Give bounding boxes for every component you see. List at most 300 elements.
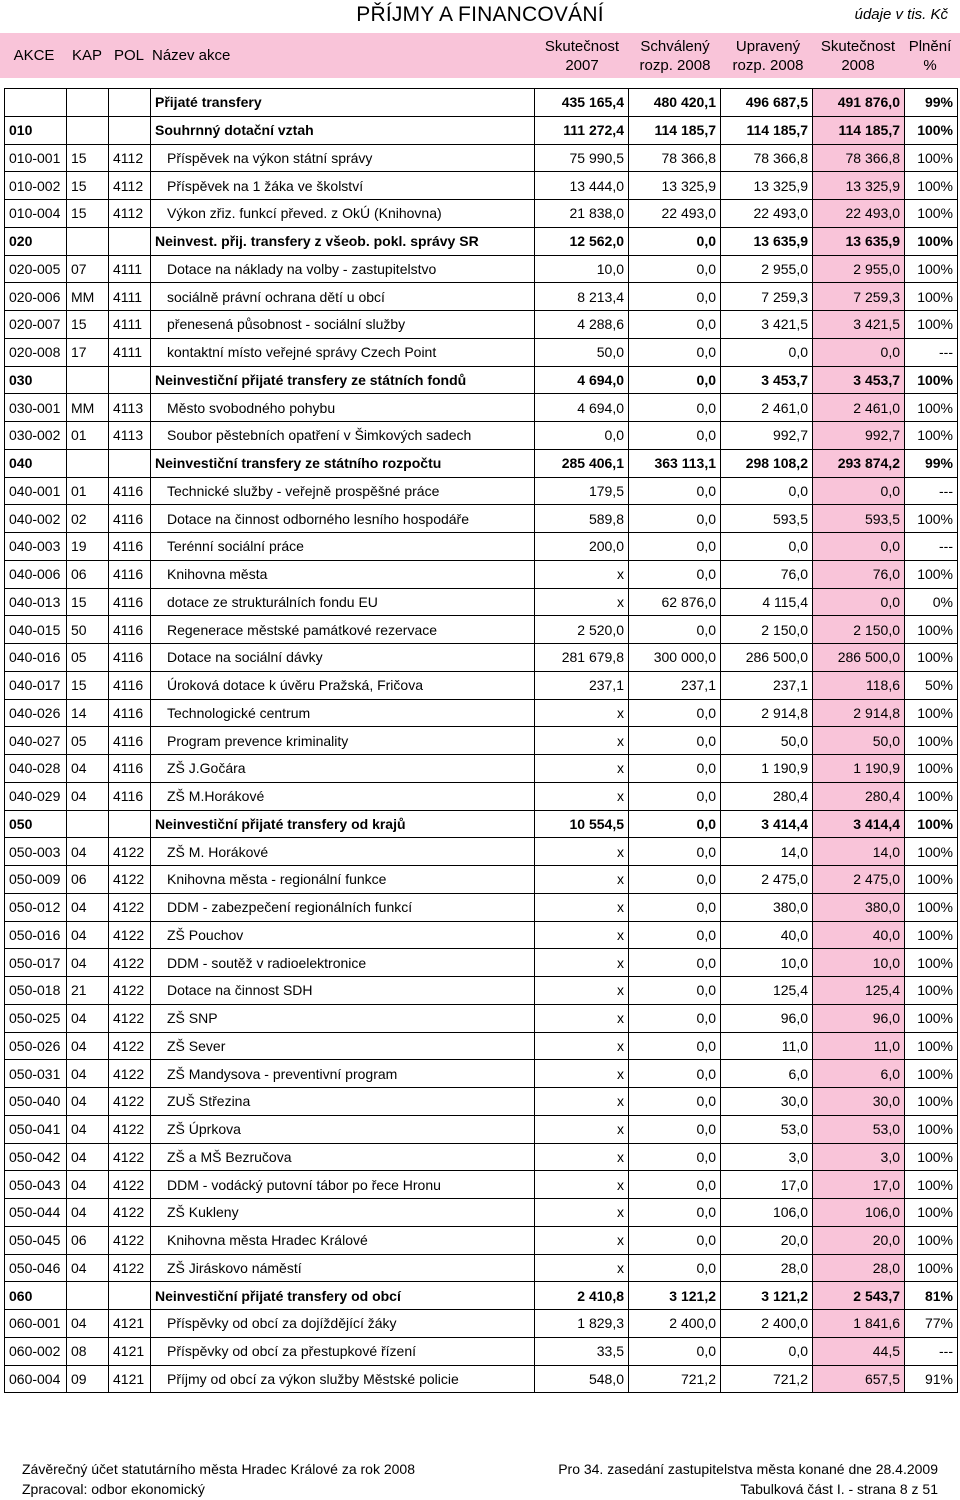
cell-skutecnost-2008: 118,6 bbox=[813, 671, 905, 699]
cell-nazev: sociálně právní ochrana dětí u obcí bbox=[151, 283, 535, 311]
table-row bbox=[5, 477, 958, 505]
cell-plneni: 100% bbox=[905, 144, 958, 172]
cell-plneni: 0% bbox=[905, 588, 958, 616]
cell-skutecnost-2007: x bbox=[535, 782, 629, 810]
cell-skutecnost-2007: 21 838,0 bbox=[535, 200, 629, 228]
table-row bbox=[5, 866, 958, 894]
cell-pol: 4116 bbox=[109, 755, 151, 783]
table-row bbox=[5, 893, 958, 921]
cell-plneni: 77% bbox=[905, 1310, 958, 1338]
cell-skutecnost-2007: x bbox=[535, 949, 629, 977]
cell-pol: 4116 bbox=[109, 671, 151, 699]
cell-nazev: Technické služby - veřejně prospěšné práce bbox=[151, 477, 535, 505]
footer-processed-by: Zpracoval: odbor ekonomický bbox=[22, 1481, 205, 1497]
cell-schvaleny: 13 325,9 bbox=[629, 172, 721, 200]
table-row bbox=[5, 144, 958, 172]
cell-skutecnost-2007: 179,5 bbox=[535, 477, 629, 505]
cell-skutecnost-2008: 17,0 bbox=[813, 1171, 905, 1199]
cell-plneni: 100% bbox=[905, 366, 958, 394]
cell-plneni: 100% bbox=[905, 227, 958, 255]
cell-schvaleny: 480 420,1 bbox=[629, 89, 721, 117]
cell-upraveny: 17,0 bbox=[721, 1171, 813, 1199]
cell-akce: 010-002 bbox=[5, 172, 67, 200]
cell-akce: 050-041 bbox=[5, 1115, 67, 1143]
cell-skutecnost-2008: 3 414,4 bbox=[813, 810, 905, 838]
cell-plneni: --- bbox=[905, 477, 958, 505]
cell-plneni: 100% bbox=[905, 1143, 958, 1171]
cell-pol: 4122 bbox=[109, 1226, 151, 1254]
cell-schvaleny: 0,0 bbox=[629, 311, 721, 339]
table-row bbox=[5, 449, 958, 477]
cell-upraveny: 96,0 bbox=[721, 1004, 813, 1032]
cell-pol: 4111 bbox=[109, 338, 151, 366]
cell-nazev: Neinvestiční přijaté transfery ze státních fondů bbox=[151, 366, 535, 394]
cell-nazev: ZŠ a MŠ Bezručova bbox=[151, 1143, 535, 1171]
cell-skutecnost-2008: 125,4 bbox=[813, 977, 905, 1005]
cell-nazev: Dotace na náklady na volby - zastupitelstvo bbox=[151, 255, 535, 283]
header-skutecnost-2008-l1: Skutečnost bbox=[820, 37, 896, 55]
cell-nazev: ZŠ Úprkova bbox=[151, 1115, 535, 1143]
cell-schvaleny: 0,0 bbox=[629, 477, 721, 505]
table-row bbox=[5, 338, 958, 366]
header-akce: AKCE bbox=[13, 47, 55, 64]
cell-skutecnost-2007: x bbox=[535, 838, 629, 866]
units-note: údaje v tis. Kč bbox=[854, 6, 948, 23]
cell-pol: 4116 bbox=[109, 644, 151, 672]
cell-skutecnost-2007: x bbox=[535, 560, 629, 588]
cell-schvaleny: 0,0 bbox=[629, 283, 721, 311]
cell-pol: 4122 bbox=[109, 893, 151, 921]
cell-skutecnost-2008: 293 874,2 bbox=[813, 449, 905, 477]
cell-kap: 04 bbox=[67, 1143, 109, 1171]
cell-skutecnost-2008: 0,0 bbox=[813, 477, 905, 505]
cell-plneni: 50% bbox=[905, 671, 958, 699]
cell-schvaleny: 0,0 bbox=[629, 1115, 721, 1143]
cell-upraveny: 106,0 bbox=[721, 1199, 813, 1227]
cell-akce bbox=[5, 89, 67, 117]
cell-skutecnost-2008: 593,5 bbox=[813, 505, 905, 533]
cell-upraveny: 7 259,3 bbox=[721, 283, 813, 311]
cell-plneni: 100% bbox=[905, 949, 958, 977]
cell-nazev: ZŠ M. Horákové bbox=[151, 838, 535, 866]
table-row bbox=[5, 1115, 958, 1143]
table-header bbox=[0, 33, 960, 78]
cell-skutecnost-2007: 237,1 bbox=[535, 671, 629, 699]
cell-schvaleny: 0,0 bbox=[629, 1337, 721, 1365]
cell-pol: 4122 bbox=[109, 949, 151, 977]
cell-plneni: 99% bbox=[905, 449, 958, 477]
cell-kap: 17 bbox=[67, 338, 109, 366]
cell-akce: 040-026 bbox=[5, 699, 67, 727]
cell-skutecnost-2008: 6,0 bbox=[813, 1060, 905, 1088]
cell-pol: 4111 bbox=[109, 311, 151, 339]
cell-pol bbox=[109, 89, 151, 117]
cell-nazev: Regenerace městské památkové rezervace bbox=[151, 616, 535, 644]
cell-skutecnost-2007: 589,8 bbox=[535, 505, 629, 533]
cell-skutecnost-2007: 2 410,8 bbox=[535, 1282, 629, 1310]
cell-schvaleny: 0,0 bbox=[629, 727, 721, 755]
cell-plneni: 100% bbox=[905, 422, 958, 450]
cell-kap bbox=[67, 449, 109, 477]
cell-pol: 4122 bbox=[109, 1060, 151, 1088]
cell-skutecnost-2008: 992,7 bbox=[813, 422, 905, 450]
cell-plneni: 100% bbox=[905, 644, 958, 672]
cell-nazev: Dotace na sociální dávky bbox=[151, 644, 535, 672]
table-row bbox=[5, 588, 958, 616]
cell-kap: 15 bbox=[67, 588, 109, 616]
cell-akce: 050 bbox=[5, 810, 67, 838]
cell-upraveny: 0,0 bbox=[721, 533, 813, 561]
cell-plneni: 100% bbox=[905, 1199, 958, 1227]
cell-skutecnost-2007: 4 288,6 bbox=[535, 311, 629, 339]
table-row bbox=[5, 921, 958, 949]
cell-skutecnost-2008: 657,5 bbox=[813, 1365, 905, 1393]
cell-plneni: 100% bbox=[905, 1254, 958, 1282]
cell-skutecnost-2007: 10 554,5 bbox=[535, 810, 629, 838]
cell-upraveny: 76,0 bbox=[721, 560, 813, 588]
table-row bbox=[5, 1004, 958, 1032]
cell-skutecnost-2008: 11,0 bbox=[813, 1032, 905, 1060]
cell-pol: 4121 bbox=[109, 1365, 151, 1393]
cell-kap: 04 bbox=[67, 755, 109, 783]
cell-skutecnost-2008: 2 914,8 bbox=[813, 699, 905, 727]
cell-akce: 020 bbox=[5, 227, 67, 255]
cell-nazev: Neinvestiční přijaté transfery od obcí bbox=[151, 1282, 535, 1310]
table-row bbox=[5, 1088, 958, 1116]
cell-plneni: --- bbox=[905, 1337, 958, 1365]
cell-skutecnost-2007: 4 694,0 bbox=[535, 394, 629, 422]
cell-nazev: Souhrnný dotační vztah bbox=[151, 116, 535, 144]
cell-plneni: --- bbox=[905, 338, 958, 366]
table-row bbox=[5, 505, 958, 533]
cell-skutecnost-2007: 13 444,0 bbox=[535, 172, 629, 200]
table-row bbox=[5, 311, 958, 339]
table-row bbox=[5, 283, 958, 311]
cell-nazev: ZŠ J.Gočára bbox=[151, 755, 535, 783]
header-schvaleny bbox=[630, 33, 720, 78]
cell-skutecnost-2007: 2 520,0 bbox=[535, 616, 629, 644]
cell-pol: 4122 bbox=[109, 1032, 151, 1060]
cell-nazev: Příspěvky od obcí za přestupkové řízení bbox=[151, 1337, 535, 1365]
cell-nazev: ZŠ SNP bbox=[151, 1004, 535, 1032]
cell-nazev: Soubor pěstebních opatření v Šimkových sadech bbox=[151, 422, 535, 450]
cell-schvaleny: 0,0 bbox=[629, 755, 721, 783]
cell-upraveny: 1 190,9 bbox=[721, 755, 813, 783]
cell-upraveny: 50,0 bbox=[721, 727, 813, 755]
cell-nazev: Dotace na činnost SDH bbox=[151, 977, 535, 1005]
cell-plneni: 100% bbox=[905, 394, 958, 422]
cell-schvaleny: 0,0 bbox=[629, 1004, 721, 1032]
cell-kap: 01 bbox=[67, 422, 109, 450]
table-row bbox=[5, 1171, 958, 1199]
header-skutecnost-2007-l2: 2007 bbox=[565, 56, 599, 74]
cell-akce: 050-042 bbox=[5, 1143, 67, 1171]
cell-upraveny: 28,0 bbox=[721, 1254, 813, 1282]
cell-schvaleny: 0,0 bbox=[629, 422, 721, 450]
cell-schvaleny: 0,0 bbox=[629, 977, 721, 1005]
table-row bbox=[5, 699, 958, 727]
cell-kap bbox=[67, 227, 109, 255]
cell-akce: 030-002 bbox=[5, 422, 67, 450]
cell-plneni: 100% bbox=[905, 283, 958, 311]
cell-schvaleny: 0,0 bbox=[629, 810, 721, 838]
table-row bbox=[5, 89, 958, 117]
cell-nazev: Knihovna města - regionální funkce bbox=[151, 866, 535, 894]
cell-skutecnost-2008: 78 366,8 bbox=[813, 144, 905, 172]
cell-schvaleny: 0,0 bbox=[629, 1143, 721, 1171]
cell-schvaleny: 0,0 bbox=[629, 949, 721, 977]
cell-kap bbox=[67, 89, 109, 117]
cell-skutecnost-2008: 2 150,0 bbox=[813, 616, 905, 644]
cell-pol: 4122 bbox=[109, 1115, 151, 1143]
cell-skutecnost-2008: 0,0 bbox=[813, 588, 905, 616]
cell-schvaleny: 0,0 bbox=[629, 560, 721, 588]
table-row bbox=[5, 616, 958, 644]
cell-kap: 09 bbox=[67, 1365, 109, 1393]
cell-upraveny: 14,0 bbox=[721, 838, 813, 866]
cell-schvaleny: 0,0 bbox=[629, 1060, 721, 1088]
cell-kap: 01 bbox=[67, 477, 109, 505]
cell-pol: 4113 bbox=[109, 422, 151, 450]
cell-pol: 4112 bbox=[109, 144, 151, 172]
cell-skutecnost-2007: x bbox=[535, 1004, 629, 1032]
cell-skutecnost-2008: 30,0 bbox=[813, 1088, 905, 1116]
cell-skutecnost-2008: 28,0 bbox=[813, 1254, 905, 1282]
cell-skutecnost-2007: 0,0 bbox=[535, 422, 629, 450]
cell-schvaleny: 0,0 bbox=[629, 699, 721, 727]
table-row bbox=[5, 1032, 958, 1060]
cell-skutecnost-2008: 114 185,7 bbox=[813, 116, 905, 144]
cell-kap: 04 bbox=[67, 1171, 109, 1199]
cell-plneni: 100% bbox=[905, 1032, 958, 1060]
cell-schvaleny: 0,0 bbox=[629, 1032, 721, 1060]
cell-kap: 21 bbox=[67, 977, 109, 1005]
cell-kap: 04 bbox=[67, 1115, 109, 1143]
cell-skutecnost-2008: 286 500,0 bbox=[813, 644, 905, 672]
cell-pol: 4116 bbox=[109, 588, 151, 616]
cell-skutecnost-2008: 280,4 bbox=[813, 782, 905, 810]
cell-skutecnost-2007: 548,0 bbox=[535, 1365, 629, 1393]
cell-akce: 040-001 bbox=[5, 477, 67, 505]
cell-pol: 4121 bbox=[109, 1337, 151, 1365]
cell-skutecnost-2008: 53,0 bbox=[813, 1115, 905, 1143]
cell-nazev: Program prevence kriminality bbox=[151, 727, 535, 755]
cell-nazev: Úroková dotace k úvěru Pražská, Fričova bbox=[151, 671, 535, 699]
cell-skutecnost-2007: x bbox=[535, 1199, 629, 1227]
cell-schvaleny: 22 493,0 bbox=[629, 200, 721, 228]
cell-akce: 050-009 bbox=[5, 866, 67, 894]
cell-skutecnost-2007: x bbox=[535, 699, 629, 727]
cell-nazev: Neinvestiční přijaté transfery od krajů bbox=[151, 810, 535, 838]
header-upraveny bbox=[722, 33, 814, 78]
cell-akce: 050-003 bbox=[5, 838, 67, 866]
cell-skutecnost-2007: x bbox=[535, 1226, 629, 1254]
cell-skutecnost-2007: 281 679,8 bbox=[535, 644, 629, 672]
cell-schvaleny: 0,0 bbox=[629, 893, 721, 921]
table-row bbox=[5, 172, 958, 200]
cell-schvaleny: 0,0 bbox=[629, 866, 721, 894]
cell-schvaleny: 0,0 bbox=[629, 227, 721, 255]
header-schvaleny-l2: rozp. 2008 bbox=[639, 56, 711, 74]
cell-kap: 06 bbox=[67, 560, 109, 588]
table-row bbox=[5, 644, 958, 672]
cell-pol: 4122 bbox=[109, 921, 151, 949]
table-row bbox=[5, 977, 958, 1005]
cell-plneni: 100% bbox=[905, 977, 958, 1005]
cell-pol: 4116 bbox=[109, 505, 151, 533]
cell-kap: 04 bbox=[67, 1060, 109, 1088]
cell-akce: 050-026 bbox=[5, 1032, 67, 1060]
cell-upraveny: 280,4 bbox=[721, 782, 813, 810]
cell-skutecnost-2008: 3,0 bbox=[813, 1143, 905, 1171]
cell-nazev: Knihovna města Hradec Králové bbox=[151, 1226, 535, 1254]
cell-nazev: Terénní sociální práce bbox=[151, 533, 535, 561]
cell-nazev: Výkon zřiz. funkcí převed. z OkÚ (Knihovna) bbox=[151, 200, 535, 228]
table-row bbox=[5, 810, 958, 838]
cell-skutecnost-2007: x bbox=[535, 1060, 629, 1088]
cell-upraveny: 286 500,0 bbox=[721, 644, 813, 672]
cell-pol bbox=[109, 116, 151, 144]
cell-pol: 4116 bbox=[109, 699, 151, 727]
cell-akce: 020-006 bbox=[5, 283, 67, 311]
cell-nazev: ZŠ Sever bbox=[151, 1032, 535, 1060]
cell-plneni: 100% bbox=[905, 782, 958, 810]
cell-plneni: 100% bbox=[905, 560, 958, 588]
cell-kap: 15 bbox=[67, 671, 109, 699]
cell-schvaleny: 62 876,0 bbox=[629, 588, 721, 616]
cell-nazev: Město svobodného pohybu bbox=[151, 394, 535, 422]
cell-kap: 04 bbox=[67, 1088, 109, 1116]
cell-upraveny: 6,0 bbox=[721, 1060, 813, 1088]
cell-kap: 04 bbox=[67, 893, 109, 921]
footer-document-title: Závěrečný účet statutárního města Hradec Králové za rok 2008 bbox=[22, 1461, 415, 1477]
table-row bbox=[5, 200, 958, 228]
cell-kap: 15 bbox=[67, 311, 109, 339]
cell-akce: 020-008 bbox=[5, 338, 67, 366]
cell-skutecnost-2007: 33,5 bbox=[535, 1337, 629, 1365]
table-row bbox=[5, 533, 958, 561]
cell-skutecnost-2007: 10,0 bbox=[535, 255, 629, 283]
cell-kap bbox=[67, 366, 109, 394]
cell-plneni: 100% bbox=[905, 921, 958, 949]
table-row bbox=[5, 227, 958, 255]
cell-nazev: dotace ze strukturálních fondu EU bbox=[151, 588, 535, 616]
cell-schvaleny: 3 121,2 bbox=[629, 1282, 721, 1310]
table-row bbox=[5, 949, 958, 977]
cell-nazev: Příspěvky od obcí za dojíždějící žáky bbox=[151, 1310, 535, 1338]
table-row bbox=[5, 1254, 958, 1282]
footer-meeting-note: Pro 34. zasedání zastupitelstva města konané dne 28.4.2009 bbox=[558, 1461, 938, 1477]
cell-kap bbox=[67, 116, 109, 144]
cell-skutecnost-2007: x bbox=[535, 727, 629, 755]
cell-pol: 4112 bbox=[109, 200, 151, 228]
cell-plneni: 100% bbox=[905, 200, 958, 228]
cell-skutecnost-2007: x bbox=[535, 977, 629, 1005]
cell-schvaleny: 114 185,7 bbox=[629, 116, 721, 144]
cell-upraveny: 298 108,2 bbox=[721, 449, 813, 477]
cell-kap: MM bbox=[67, 283, 109, 311]
table-row bbox=[5, 422, 958, 450]
cell-upraveny: 593,5 bbox=[721, 505, 813, 533]
cell-schvaleny: 0,0 bbox=[629, 533, 721, 561]
cell-plneni: --- bbox=[905, 533, 958, 561]
cell-plneni: 100% bbox=[905, 810, 958, 838]
cell-schvaleny: 237,1 bbox=[629, 671, 721, 699]
cell-akce: 050-017 bbox=[5, 949, 67, 977]
cell-akce: 050-018 bbox=[5, 977, 67, 1005]
cell-akce: 050-046 bbox=[5, 1254, 67, 1282]
cell-skutecnost-2008: 2 475,0 bbox=[813, 866, 905, 894]
cell-pol: 4116 bbox=[109, 533, 151, 561]
cell-skutecnost-2008: 76,0 bbox=[813, 560, 905, 588]
cell-akce: 030-001 bbox=[5, 394, 67, 422]
cell-nazev: DDM - zabezpečení regionálních funkcí bbox=[151, 893, 535, 921]
cell-plneni: 100% bbox=[905, 1060, 958, 1088]
cell-schvaleny: 0,0 bbox=[629, 1171, 721, 1199]
cell-schvaleny: 721,2 bbox=[629, 1365, 721, 1393]
cell-upraveny: 10,0 bbox=[721, 949, 813, 977]
cell-akce: 050-031 bbox=[5, 1060, 67, 1088]
cell-upraveny: 30,0 bbox=[721, 1088, 813, 1116]
cell-schvaleny: 0,0 bbox=[629, 394, 721, 422]
cell-kap: 15 bbox=[67, 172, 109, 200]
cell-plneni: 100% bbox=[905, 505, 958, 533]
cell-skutecnost-2008: 22 493,0 bbox=[813, 200, 905, 228]
cell-pol: 4116 bbox=[109, 782, 151, 810]
header-plneni bbox=[902, 33, 958, 78]
cell-akce: 050-040 bbox=[5, 1088, 67, 1116]
cell-kap: 04 bbox=[67, 921, 109, 949]
cell-skutecnost-2007: 111 272,4 bbox=[535, 116, 629, 144]
header-upraveny-l1: Upravený bbox=[735, 37, 801, 55]
table-row bbox=[5, 1143, 958, 1171]
cell-akce: 030 bbox=[5, 366, 67, 394]
cell-pol: 4116 bbox=[109, 727, 151, 755]
cell-skutecnost-2008: 96,0 bbox=[813, 1004, 905, 1032]
cell-upraveny: 0,0 bbox=[721, 338, 813, 366]
cell-upraveny: 237,1 bbox=[721, 671, 813, 699]
cell-kap: 15 bbox=[67, 200, 109, 228]
cell-plneni: 100% bbox=[905, 311, 958, 339]
cell-pol: 4116 bbox=[109, 477, 151, 505]
cell-kap: 19 bbox=[67, 533, 109, 561]
cell-plneni: 100% bbox=[905, 699, 958, 727]
cell-nazev: přenesená působnost - sociální služby bbox=[151, 311, 535, 339]
cell-upraveny: 114 185,7 bbox=[721, 116, 813, 144]
cell-schvaleny: 0,0 bbox=[629, 616, 721, 644]
cell-skutecnost-2007: x bbox=[535, 866, 629, 894]
cell-plneni: 100% bbox=[905, 755, 958, 783]
cell-upraveny: 2 955,0 bbox=[721, 255, 813, 283]
cell-pol bbox=[109, 449, 151, 477]
cell-akce: 040-003 bbox=[5, 533, 67, 561]
cell-akce: 050-025 bbox=[5, 1004, 67, 1032]
cell-akce: 010-001 bbox=[5, 144, 67, 172]
cell-skutecnost-2007: x bbox=[535, 1088, 629, 1116]
table-row bbox=[5, 755, 958, 783]
cell-akce: 060-001 bbox=[5, 1310, 67, 1338]
cell-plneni: 100% bbox=[905, 1171, 958, 1199]
cell-nazev: ZŠ Kukleny bbox=[151, 1199, 535, 1227]
cell-akce: 040-015 bbox=[5, 616, 67, 644]
header-schvaleny-l1: Schválený bbox=[640, 37, 710, 55]
cell-skutecnost-2007: x bbox=[535, 921, 629, 949]
cell-pol: 4122 bbox=[109, 1254, 151, 1282]
cell-skutecnost-2007: 4 694,0 bbox=[535, 366, 629, 394]
cell-plneni: 100% bbox=[905, 1226, 958, 1254]
cell-upraveny: 13 635,9 bbox=[721, 227, 813, 255]
cell-upraveny: 2 400,0 bbox=[721, 1310, 813, 1338]
